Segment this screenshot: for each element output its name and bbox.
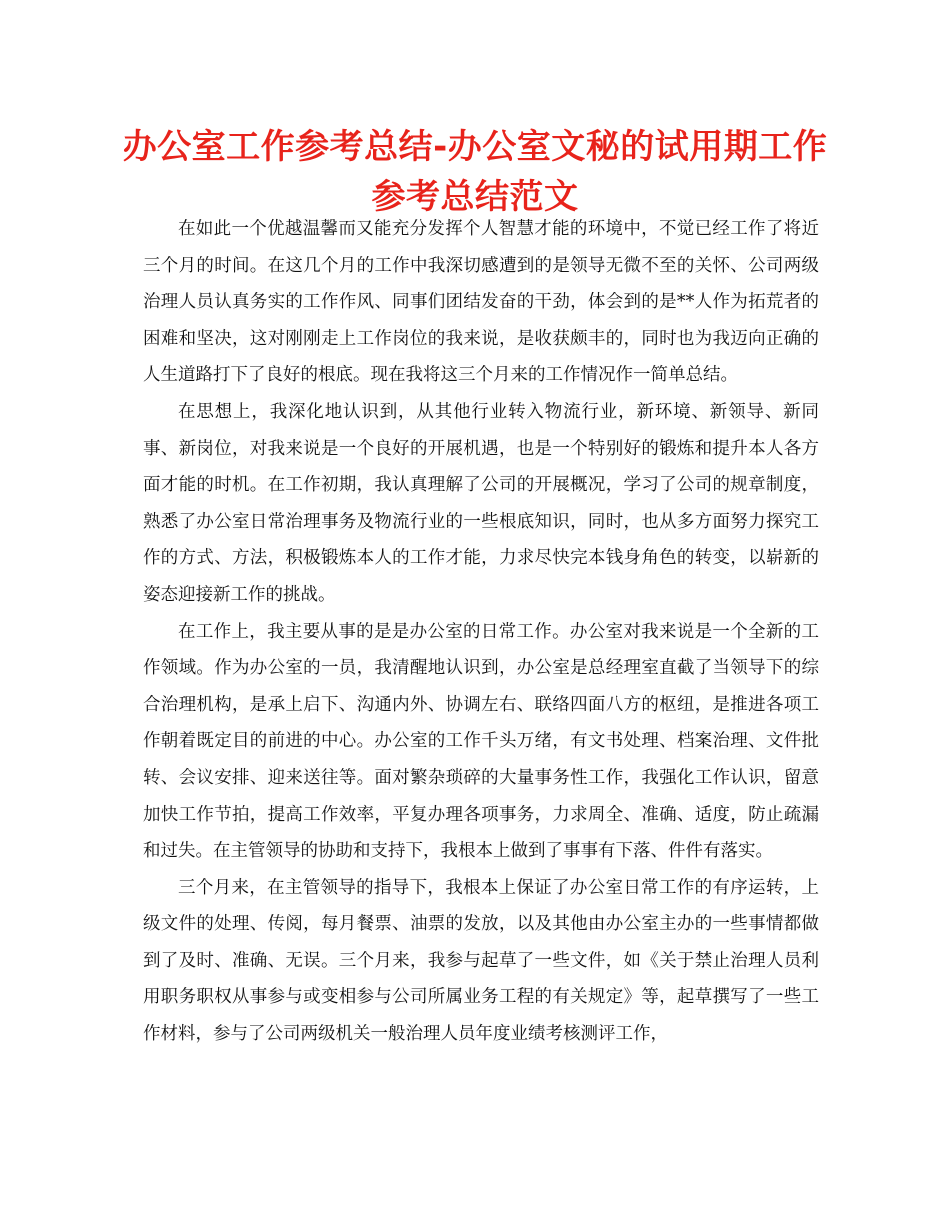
paragraph: 在如此一个优越温馨而又能充分发挥个人智慧才能的环境中，不觉已经工作了将近三个月的时间。在这几个月的工作中我深切感遭到的是领导无微不至的关怀、公司两级治理人员认真务实的工作作风、同事们团结发奋的干劲，体会到的是**人作为拓荒者的困难和坚决，这对刚刚走上工作岗位的我来说，是收获颇丰的，同时也为我迈向正确的人生道路打下了良好的根底。现在我将这三个月来的工作情况作一简单总结。 bbox=[143, 219, 819, 386]
document-title: 办公室工作参考总结-办公室文秘的试用期工作参考总结范文 bbox=[122, 127, 828, 217]
paragraph: 在思想上，我深化地认识到，从其他行业转入物流行业，新环境、新领导、新同事、新岗位，对我来说是一个良好的开展机遇，也是一个特别好的锻炼和提升本人各方面才能的时机。在工作初期，我认真理解了公司的开展概况，学习了公司的规章制度，熟悉了办公室日常治理事务及物流行业的一些根底知识，同时，也从多方面努力探究工作的方式、方法，积极锻炼本人的工作才能，力求尽快完本钱身角色的转变，以崭新的姿态迎接新工作的挑战。 bbox=[143, 401, 819, 605]
document-body bbox=[143, 211, 819, 1053]
paragraph: 在工作上，我主要从事的是是办公室的日常工作。办公室对我来说是一个全新的工作领域。作为办公室的一员，我清醒地认识到，办公室是总经理室直截了当领导下的综合治理机构，是承上启下、沟通内外、协调左右、联络四面八方的枢纽，是推进各项工作朝着既定目的前进的中心。办公室的工作千头万绪，有文书处理、档案治理、文件批转、会议安排、迎来送往等。面对繁杂琐碎的大量事务性工作，我强化工作认识，留意加快工作节拍，提高工作效率，平复办理各项事务，力求周全、准确、适度，防止疏漏和过失。在主管领导的协助和支持下，我根本上做到了事事有下落、件件有落实。 bbox=[143, 621, 819, 862]
paragraph: 三个月来，在主管领导的指导下，我根本上保证了办公室日常工作的有序运转，上级文件的处理、传阅，每月餐票、油票的发放，以及其他由办公室主办的一些事情都做到了及时、准确、无误。三个月来，我参与起草了一些文件，如《关于禁止治理人员利用职务职权从事参与或变相参与公司所属业务工程的有关规定》等，起草撰写了一些工作材料，参与了公司两级机关一般治理人员年度业绩考核测评工作， bbox=[143, 877, 819, 1045]
